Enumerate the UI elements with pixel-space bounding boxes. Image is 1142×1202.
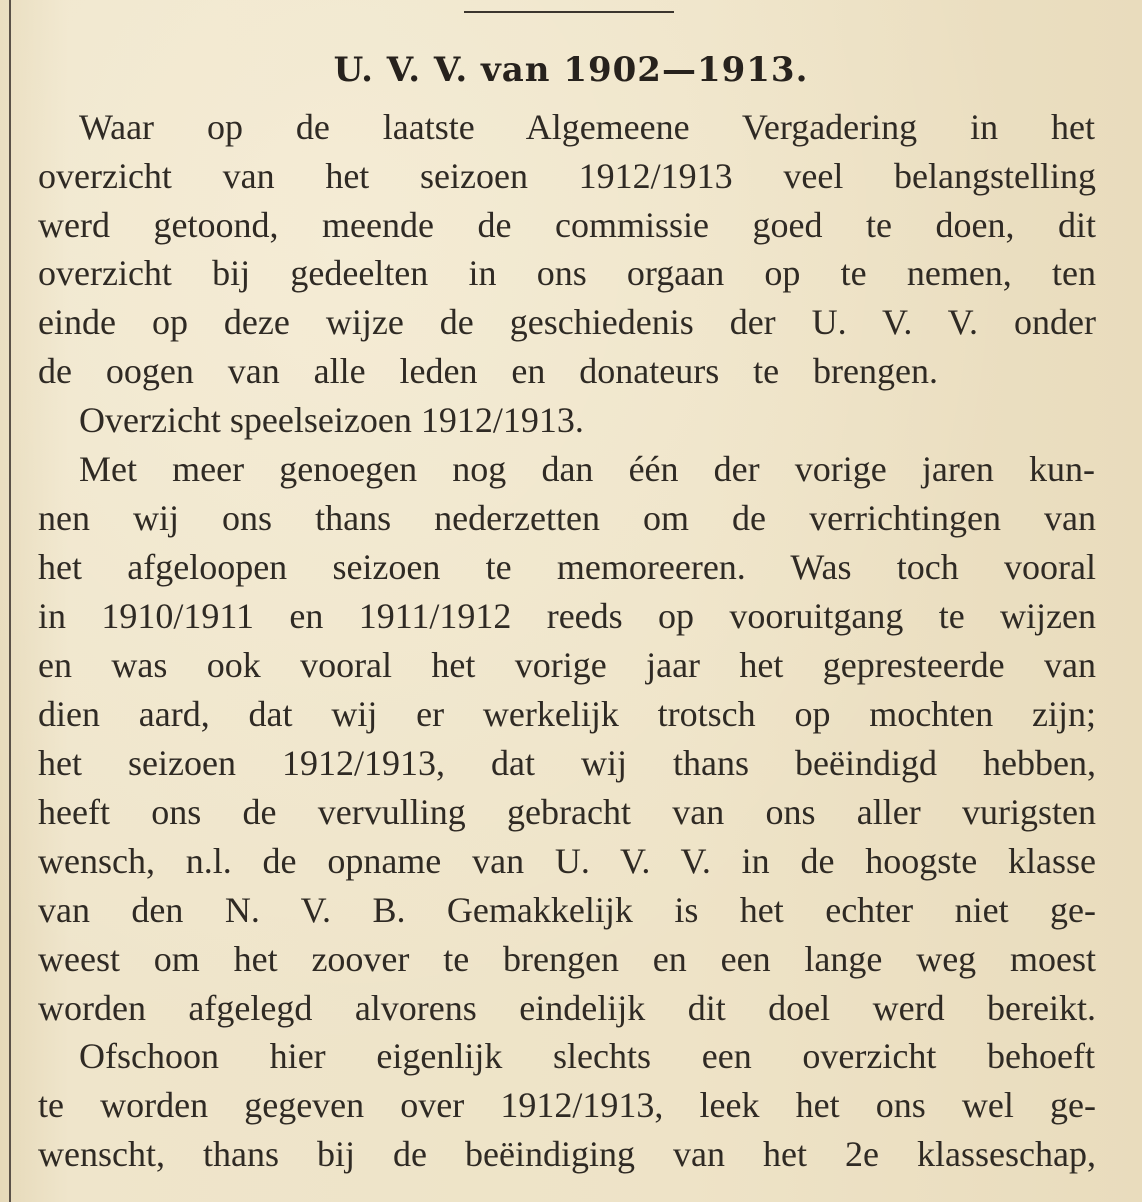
section-divider (464, 11, 674, 13)
text-line: dien aard, dat wij er werkelijk trotsch op mochten zijn; (38, 694, 1096, 734)
text-line: het afgeloopen seizoen te memoreeren. Was toch vooral (38, 547, 1096, 587)
article-title: U. V. V. van 1902—1913. (333, 50, 809, 90)
text-line: en was ook vooral het vorige jaar het gepresteerde van (38, 645, 1096, 685)
text-line: te worden gegeven over 1912/1913, leek het ons wel ge- (38, 1085, 1096, 1125)
text-line: de oogen van alle leden en donateurs te brengen. (38, 351, 938, 391)
text-line: nen wij ons thans nederzetten om de verrichtingen van (38, 498, 1096, 538)
text-line: het seizoen 1912/1913, dat wij thans beëindigd hebben, (38, 743, 1096, 783)
text-line: overzicht van het seizoen 1912/1913 veel belangstelling (38, 156, 1096, 196)
text-line: wensch, n.l. de opname van U. V. V. in de hoogste klasse (38, 841, 1096, 881)
text-line: in 1910/1911 en 1911/1912 reeds op vooruitgang te wijzen (38, 596, 1096, 636)
text-line: van den N. V. B. Gemakkelijk is het echter niet ge- (38, 890, 1096, 930)
text-line: Waar op de laatste Algemeene Vergadering in het (79, 107, 1095, 147)
text-line: wenscht, thans bij de beëindiging van het 2e klasseschap, (38, 1134, 1096, 1174)
column-rule (9, 0, 11, 1202)
text-line: overzicht bij gedeelten in ons orgaan op te nemen, ten (38, 253, 1096, 293)
text-line: werd getoond, meende de commissie goed te doen, dit (38, 205, 1096, 245)
text-line: heeft ons de vervulling gebracht van ons aller vurigsten (38, 792, 1096, 832)
text-line: worden afgelegd alvorens eindelijk dit doel werd bereikt. (38, 988, 1096, 1028)
text-line: Met meer genoegen nog dan één der vorige jaren kun- (79, 449, 1095, 489)
text-line: Overzicht speelseizoen 1912/1913. (79, 400, 584, 440)
text-line: Ofschoon hier eigenlijk slechts een overzicht behoeft (79, 1036, 1095, 1076)
text-line: einde op deze wijze de geschiedenis der U. V. V. onder (38, 302, 1096, 342)
text-line: weest om het zoover te brengen en een lange weg moest (38, 939, 1096, 979)
